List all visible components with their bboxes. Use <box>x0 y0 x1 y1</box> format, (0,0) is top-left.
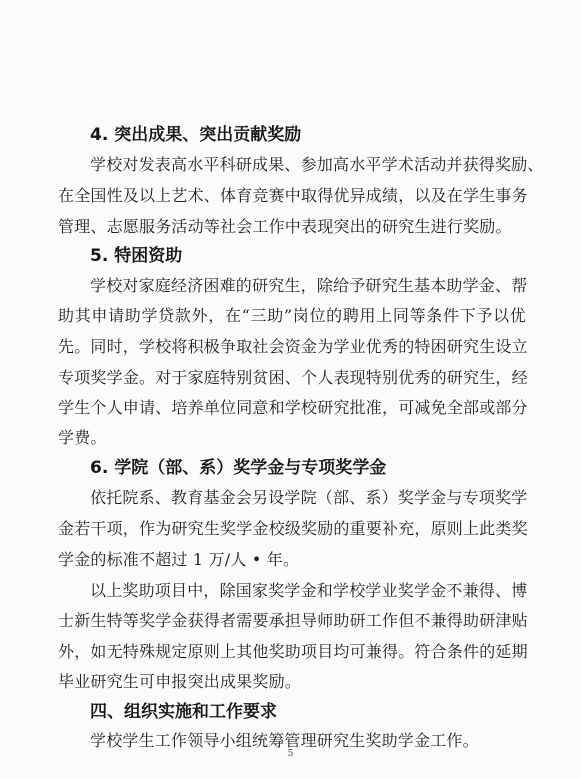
paragraph-line: 毕业研究生可申报突出成果奖励。 <box>58 672 302 691</box>
page-number: 5 <box>287 749 294 759</box>
paragraph-line: 学金的标准不超过 1 万/人 • 年。 <box>58 550 300 569</box>
section-heading-6: 6. 学院（部、系）奖学金与专项奖学金 <box>90 458 387 478</box>
paragraph-line: 学校学生工作领导小组统筹管理研究生奖助学金工作。 <box>90 731 479 750</box>
paragraph-line: 金若干项，作为研究生奖学金校级奖励的重要补充，原则上此类奖 <box>58 519 528 538</box>
paragraph-line: 助其申请助学贷款外，在“三助”岗位的聘用上同等条件下予以优 <box>58 306 526 325</box>
paragraph-line: 先。同时，学校将积极争取社会资金为学业优秀的特困研究生设立 <box>58 337 528 356</box>
paragraph-line: 管理、志愿服务活动等社会工作中表现突出的研究生进行奖励。 <box>58 217 512 236</box>
paragraph-line: 依托院系、教育基金会另设学院（部、系）奖学金与专项奖学 <box>90 488 528 507</box>
paragraph-line: 学费。 <box>58 428 107 447</box>
paragraph-line: 学校对发表高水平科研成果、参加高水平学术活动并获得奖励、 <box>90 155 544 174</box>
paragraph-line: 外，如无特殊规定原则上其他奖助项目均可兼得。符合条件的延期 <box>58 642 528 661</box>
section-heading-5: 5. 特困资助 <box>90 246 183 266</box>
paragraph-line: 学校对家庭经济困难的研究生，除给予研究生基本助学金、帮 <box>90 276 528 295</box>
section-heading-4: 4. 突出成果、突出贡献奖励 <box>90 125 302 145</box>
paragraph-line: 以上奖助项目中，除国家奖学金和学校学业奖学金不兼得、博 <box>90 581 528 600</box>
paragraph-line: 专项奖学金。对于家庭特别贫困、个人表现特别优秀的研究生，经 <box>58 368 528 387</box>
section-heading-organization: 四、组织实施和工作要求 <box>90 702 277 722</box>
paragraph-line: 士新生特等奖学金获得者需要承担导师助研工作但不兼得助研津贴 <box>58 611 528 630</box>
paragraph-line: 学生个人申请、培养单位同意和学校研究批准，可减免全部或部分 <box>58 398 528 417</box>
paragraph-line: 在全国性及以上艺术、体育竞赛中取得优异成绩，以及在学生事务 <box>58 186 528 205</box>
